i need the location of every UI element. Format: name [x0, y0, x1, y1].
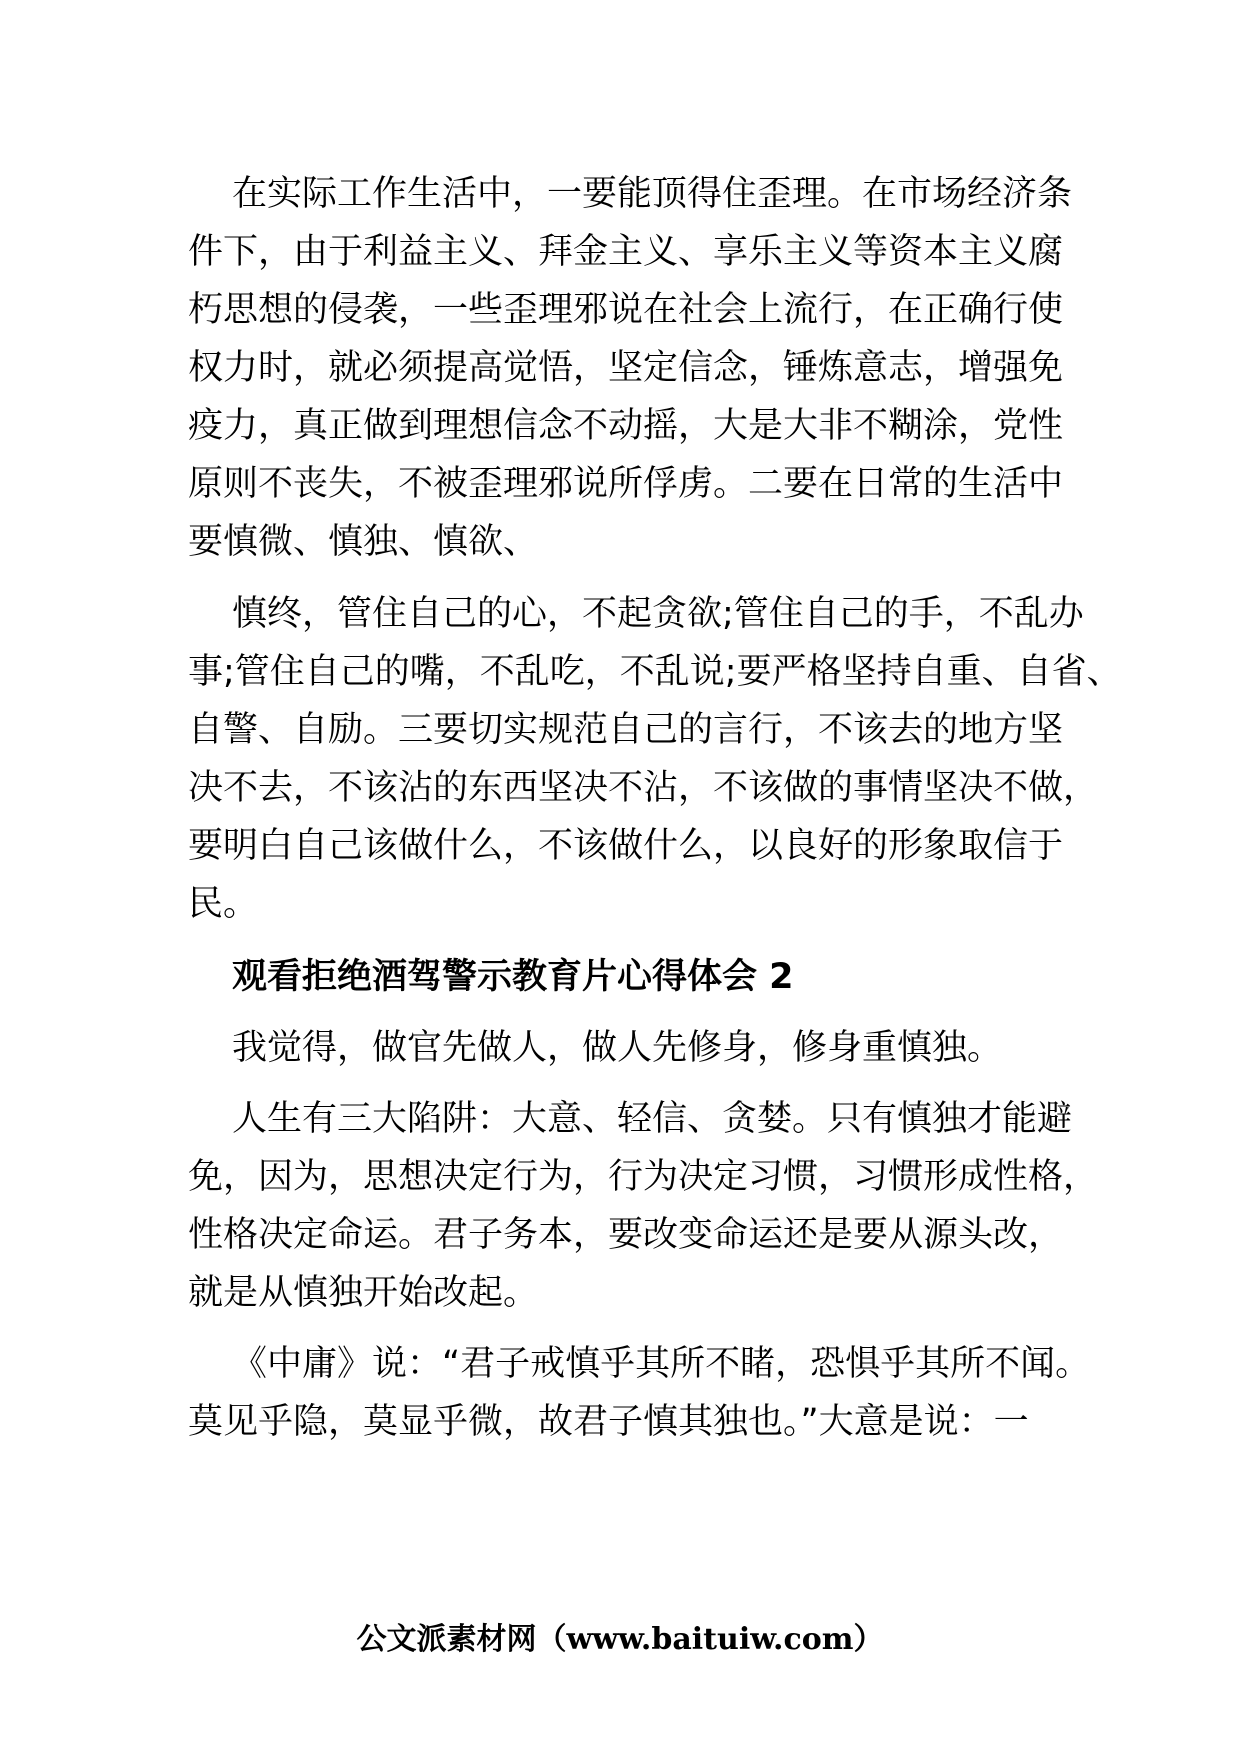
paragraph-line: 朽思想的侵袭，一些歪理邪说在社会上流行，在正确行使 [188, 290, 1064, 330]
paragraph-line: 决不去，不该沾的东西坚决不沾，不该做的事情坚决不做， [188, 768, 1099, 808]
paragraph-line: 在实际工作生活中，一要能顶得住歪理。在市场经济条 [232, 174, 1073, 214]
paragraph-line: 疫力，真正做到理想信念不动摇，大是大非不糊涂，党性 [188, 406, 1064, 446]
paragraph-line: 莫见乎隐，莫显乎微，故君子慎其独也。”大意是说：一 [188, 1402, 1029, 1442]
paragraph-line: 要慎微、慎独、慎欲、 [188, 522, 539, 562]
paragraph-line: 件下，由于利益主义、拜金主义、享乐主义等资本主义腐 [188, 232, 1064, 272]
paragraph-line: 权力时，就必须提高觉悟，坚定信念，锤炼意志，增强免 [188, 348, 1064, 388]
paragraph-line: 就是从慎独开始改起。 [188, 1273, 539, 1313]
paragraph-line: 免，因为，思想决定行为，行为决定习惯，习惯形成性格， [188, 1157, 1099, 1197]
paragraph-line: 性格决定命运。君子务本，要改变命运还是要从源头改， [188, 1215, 1064, 1255]
paragraph-line: 原则不丧失，不被歪理邪说所俘虏。二要在日常的生活中 [188, 464, 1064, 504]
paragraph-line: 慎终，管住自己的心，不起贪欲;管住自己的手，不乱办 [232, 594, 1084, 634]
paragraph-line: 人生有三大陷阱：大意、轻信、贪婪。只有慎独才能避 [232, 1099, 1073, 1139]
paragraph-line: 《中庸》说：“君子戒慎乎其所不睹，恐惧乎其所不闻。 [232, 1344, 1091, 1384]
paragraph-line: 我觉得，做官先做人，做人先修身，修身重慎独。 [232, 1028, 1003, 1068]
paragraph-line: 要明白自己该做什么，不该做什么，以良好的形象取信于 [188, 826, 1064, 866]
paragraph-line: 民。 [188, 884, 259, 924]
paragraph-line: 事;管住自己的嘴，不乱吃，不乱说;要严格坚持自重、自省、 [188, 652, 1122, 692]
paragraph-line: 自警、自励。三要切实规范自己的言行，不该去的地方坚 [188, 710, 1064, 750]
footer-source: 公文派素材网（www.baituiw.com） [356, 1622, 884, 1657]
section-heading: 观看拒绝酒驾警示教育片心得体会 2 [232, 957, 794, 997]
